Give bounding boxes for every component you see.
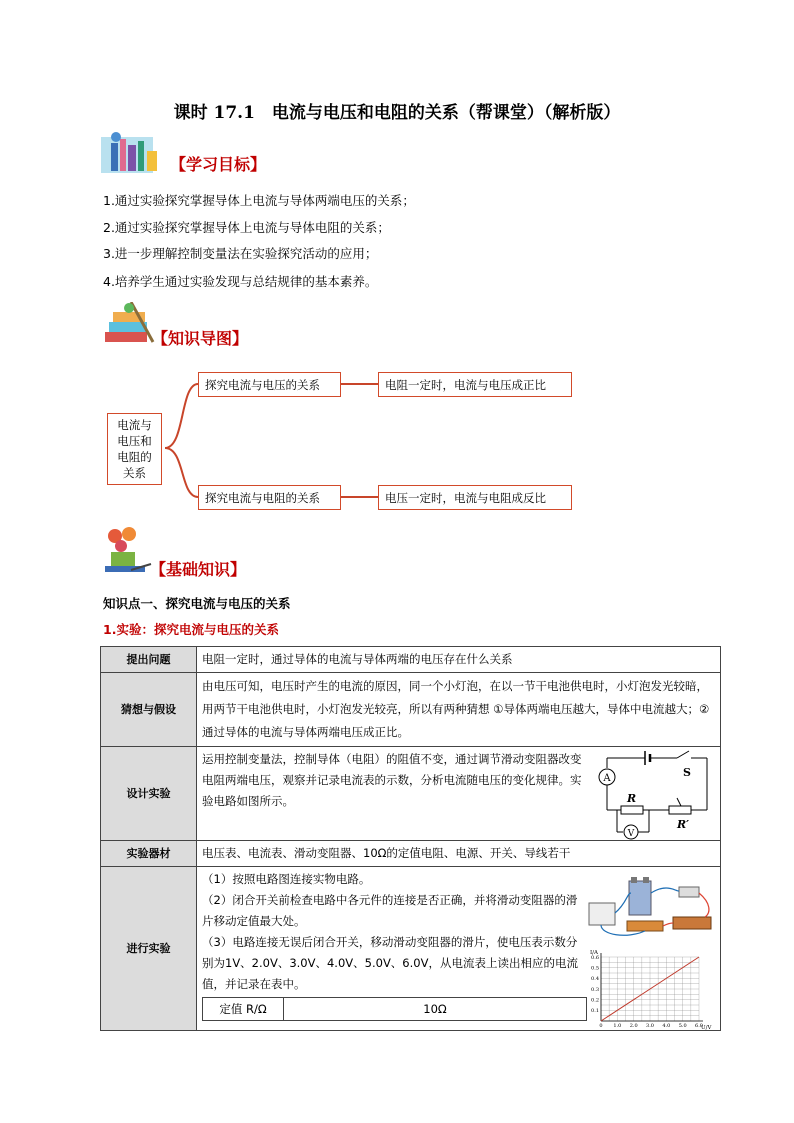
switch-label: S	[683, 766, 691, 779]
row-content: 由电压可知，电压时产生的电流的原因，同一个小灯泡，在以一节干电池供电时，小灯泡发光较暗，用两节干电池供电时，小灯泡发光较亮，所以有两种猜想 ①导体两端电压越大，导体中电流越大；②通过导体的电流与导体两端电压成正比。	[197, 673, 721, 747]
row-content: 电阻一定时，通过导体的电流与导体两端的电压存在什么关系	[197, 647, 721, 673]
step-1: （1）按照电路图连接实物电路。	[202, 872, 371, 886]
x-tick-label: 4.0	[662, 1023, 671, 1029]
design-text: 运用控制变量法，控制导体（电阻）的阻值不变，通过调节滑动变阻器改变电阻两端电压，观察并记录电流表的示数，分析电流随电压的变化规律。实验电路如图所示。	[202, 752, 582, 808]
mindmap-branch-resistance: 探究电流与电阻的关系	[198, 485, 341, 510]
mindmap-header: 【知识导图】	[152, 329, 249, 348]
table-row	[101, 673, 721, 747]
table-row	[101, 867, 721, 1031]
row-label: 设计实验	[101, 747, 197, 841]
apparatus-illustration	[587, 873, 717, 943]
ammeter-label: A	[603, 773, 611, 784]
page-title: 课时 17.1 电流与电压和电阻的关系（帮课堂）（解析版）	[173, 103, 621, 123]
y-tick-label: 0.4	[591, 976, 599, 983]
chart-x-ticks	[599, 1023, 703, 1029]
x-tick-label: 5.0	[678, 1023, 687, 1029]
resistor-label: R	[627, 792, 637, 805]
goal-item-1: 1.通过实验探究掌握导体上电流与导体两端电压的关系；	[103, 193, 415, 208]
x-tick-label: 3.0	[646, 1023, 654, 1029]
y-tick-label: 0.3	[591, 986, 599, 993]
step-2: （2）闭合开关前检查电路中各元件的连接是否正确，并将滑动变阻器的滑片移动定值最大处。	[202, 893, 578, 928]
row-label: 提出问题	[101, 647, 197, 673]
goal-item-3: 3.进一步理解控制变量法在实验探究活动的应用；	[103, 246, 378, 261]
inner-label: 定值 R/Ω	[203, 998, 284, 1021]
y-tick-label: 0.2	[591, 997, 599, 1004]
goal-item-2: 2.通过实验探究掌握导体上电流与导体电阻的关系；	[103, 220, 390, 235]
table-row	[203, 998, 587, 1021]
y-tick-label: 0.5	[591, 965, 599, 972]
table-row	[101, 841, 721, 867]
basics-header: 【基础知识】	[150, 560, 247, 579]
chart-y-ticks	[591, 955, 599, 1014]
mindmap-leaf-resistance: 电压一定时，电流与电阻成反比	[378, 485, 572, 510]
voltmeter-label: V	[627, 829, 635, 839]
experiment-table	[100, 646, 721, 1031]
x-tick-label: 1.0	[613, 1023, 622, 1029]
mindmap-root: 电流与电压和电阻的关系	[107, 413, 162, 485]
goals-header: 【学习目标】	[170, 155, 267, 174]
row-label: 实验器材	[101, 841, 197, 867]
x-tick-label: 0	[599, 1023, 603, 1029]
row-label: 猜想与假设	[101, 673, 197, 747]
y-tick-label: 0.6	[591, 954, 599, 961]
chart-y-axis-label: I/A	[590, 950, 598, 956]
inner-value: 10Ω	[284, 998, 587, 1021]
mindmap-branch-voltage: 探究电流与电压的关系	[198, 372, 341, 397]
inner-data-table	[202, 997, 587, 1021]
table-row	[101, 747, 721, 841]
chart-x-axis-label: U/V	[701, 1025, 712, 1031]
circuit-diagram	[597, 750, 717, 840]
goal-item-4: 4.培养学生通过实验发现与总结规律的基本素养。	[103, 274, 378, 289]
row-content	[197, 747, 721, 841]
knowledge-point-1: 知识点一、探究电流与电压的关系	[103, 596, 291, 611]
y-tick-label: 0.1	[591, 1008, 599, 1015]
row-content: 电压表、电流表、滑动变阻器、10Ω的定值电阻、电源、开关、导线若干	[197, 841, 721, 867]
flowerpot-illustration	[101, 526, 153, 576]
x-tick-label: 6.0	[695, 1023, 703, 1029]
iu-chart	[587, 947, 715, 1032]
step-3: （3）电路连接无误后闭合开关，移动滑动变阻器的滑片，使电压表示数分别为1V、2.0V、3.0V、4.0V、5.0V、6.0V，从电流表上读出相应的电流值，并记录在表中。	[202, 935, 578, 991]
x-tick-label: 2.0	[629, 1023, 638, 1029]
experiment-title: 1.实验：探究电流与电压的关系	[103, 622, 279, 637]
row-label: 进行实验	[101, 867, 197, 1031]
mindmap-leaf-voltage: 电阻一定时，电流与电压成正比	[378, 372, 572, 397]
rheostat-label: R′	[677, 818, 690, 831]
row-content	[197, 867, 721, 1031]
table-row	[101, 647, 721, 673]
